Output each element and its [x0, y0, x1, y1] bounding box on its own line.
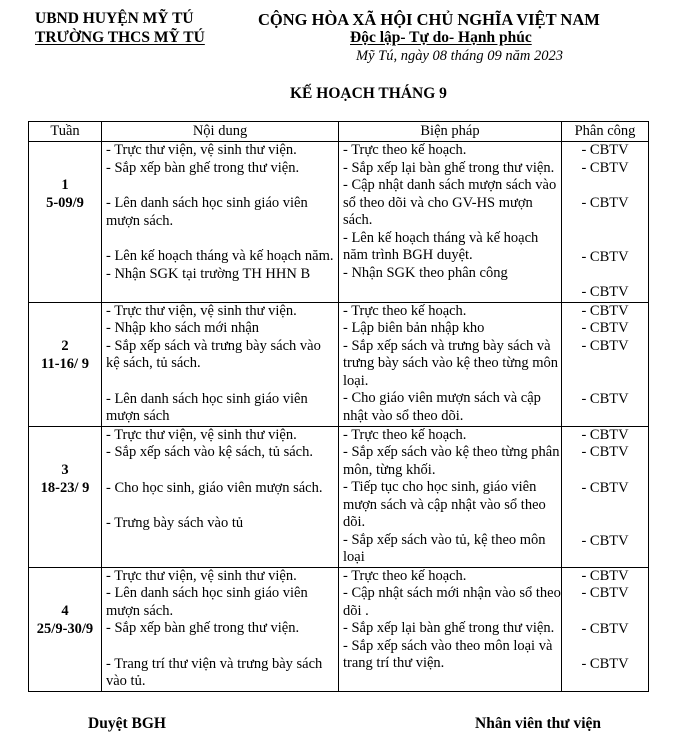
assign-cell	[562, 302, 649, 426]
measure-item: - Cho giáo viên mượn sách và cập nhật vào sổ theo dõi.	[343, 390, 541, 424]
measure-item: - Trực theo kế hoạch.	[343, 302, 467, 319]
assign-item: - CBTV	[581, 195, 629, 211]
national-title: CỘNG HÒA XÃ HỘI CHỦ NGHĨA VIỆT NAM	[258, 10, 600, 29]
school-name	[35, 29, 205, 47]
assign-cell	[562, 567, 649, 691]
measure-item: - Trực theo kế hoạch.	[343, 142, 467, 158]
content-item: - Sắp xếp bàn ghế trong thư viện.	[106, 620, 300, 636]
assign-item: - CBTV	[581, 479, 629, 496]
assign-item: - CBTV	[581, 337, 629, 354]
assign-item: - CBTV	[581, 320, 629, 336]
content-item: - Sắp xếp sách và trưng bày sách vào kệ sách, tủ sách.	[106, 337, 321, 371]
content-item: - Trưng bày sách vào tủ	[106, 515, 244, 531]
measure-item: - Tiếp tục cho học sinh, giáo viên mượn sách và cập nhật vào sổ theo dõi.	[343, 479, 546, 530]
week-number: 2	[61, 337, 69, 354]
organization-name: UBND HUYỆN MỸ TÚ	[35, 10, 194, 27]
content-item: - Nhận SGK tại trường TH HHN B	[106, 265, 311, 282]
week-cell	[29, 302, 102, 426]
approval-signature-label: Duyệt BGH	[88, 715, 166, 732]
assign-item: - CBTV	[581, 302, 629, 319]
content-item: - Sắp xếp bàn ghế trong thư viện.	[106, 159, 300, 176]
table-row	[29, 142, 649, 303]
week-range: 18-23/ 9	[40, 479, 90, 496]
assign-item: - CBTV	[581, 656, 629, 672]
assign-item: - CBTV	[581, 533, 629, 549]
measure-item: - Sắp xếp lại bàn ghế trong thư viện.	[343, 620, 555, 636]
assign-item: - CBTV	[581, 620, 629, 637]
week-cell	[29, 567, 102, 691]
assign-item: - CBTV	[581, 159, 629, 176]
measure-item: - Sắp xếp sách vào tủ, kệ theo môn loại	[343, 531, 546, 565]
column-header-content: Nội dung	[102, 122, 339, 142]
content-item: - Trang trí thư viện và trưng bày sách vào tủ.	[106, 655, 323, 689]
content-cell	[102, 302, 339, 426]
week-range: 25/9-30/9	[36, 620, 94, 637]
column-header-week: Tuần	[29, 122, 102, 142]
measure-item: - Cập nhật danh sách mượn sách vào sổ theo dõi và cho GV-HS mượn sách.	[343, 177, 557, 228]
content-item: - Trực thư viện, vệ sinh thư viện.	[106, 142, 297, 158]
content-item: - Lên kế hoạch tháng và kế hoạch năm.	[106, 248, 334, 264]
column-header-measure: Biện pháp	[339, 122, 562, 142]
table-header-row	[29, 122, 649, 142]
content-item: - Cho học sinh, giáo viên mượn sách.	[106, 479, 323, 496]
measure-cell	[339, 302, 562, 426]
content-cell	[102, 426, 339, 567]
content-item: - Trực thư viện, vệ sinh thư viện.	[106, 426, 297, 443]
measure-item: - Trực theo kế hoạch.	[343, 567, 467, 584]
content-item: - Lên danh sách học sinh giáo viên mượn sách.	[106, 195, 308, 229]
measure-item: - Sắp xếp sách vào kệ theo từng phân môn, từng khối.	[343, 444, 560, 478]
measure-item: - Cập nhật sách mới nhận vào sổ theo dõi .	[343, 585, 561, 619]
week-range: 5-09/9	[46, 195, 84, 211]
school-name-text: TRƯỜNG THCS MỸ TÚ	[35, 29, 205, 46]
content-cell	[102, 567, 339, 691]
measure-item: - Lập biên bản nhập kho	[343, 320, 485, 336]
column-header-assign: Phân công	[562, 122, 649, 142]
measure-item: - Trực theo kế hoạch.	[343, 426, 467, 443]
table-row	[29, 567, 649, 691]
content-item: - Trực thư viện, vệ sinh thư viện.	[106, 567, 297, 584]
assign-item: - CBTV	[581, 284, 629, 300]
measure-item: - Sắp xếp sách vào theo môn loại và trang trí thư viện.	[343, 637, 553, 671]
document-title: KẾ HOẠCH THÁNG 9	[290, 85, 447, 102]
table-row	[29, 302, 649, 426]
measure-item: - Sắp xếp lại bàn ghế trong thư viện.	[343, 159, 555, 176]
measure-item: - Lên kế hoạch tháng và kế hoạch năm trình BGH duyệt.	[343, 229, 539, 263]
assign-item: - CBTV	[581, 248, 629, 265]
assign-item: - CBTV	[581, 444, 629, 460]
table-row	[29, 426, 649, 567]
assign-cell	[562, 426, 649, 567]
week-number: 3	[61, 461, 69, 478]
week-cell	[29, 426, 102, 567]
national-motto: Độc lập- Tự do- Hạnh phúc	[350, 29, 532, 46]
assign-item: - CBTV	[581, 567, 629, 584]
content-cell	[102, 142, 339, 303]
content-item: - Lên danh sách học sinh giáo viên mượn sách.	[106, 585, 308, 619]
week-number: 1	[61, 177, 69, 193]
assign-item: - CBTV	[581, 142, 629, 158]
week-cell	[29, 142, 102, 303]
content-item: - Lên danh sách học sinh giáo viên mượn sách	[106, 390, 308, 424]
week-range: 11-16/ 9	[41, 355, 89, 372]
measure-cell	[339, 426, 562, 567]
content-item: - Sắp xếp sách vào kệ sách, tủ sách.	[106, 444, 313, 460]
measure-item: - Sắp xếp sách và trưng bày sách và trưng bày sách vào kệ theo từng môn loại.	[343, 337, 559, 389]
document-date: Mỹ Tú, ngày 08 tháng 09 năm 2023	[356, 48, 564, 64]
measure-cell	[339, 142, 562, 303]
assign-item: - CBTV	[581, 585, 629, 601]
assign-item: - CBTV	[581, 426, 629, 443]
content-item: - Trực thư viện, vệ sinh thư viện.	[106, 302, 297, 319]
librarian-signature-label: Nhân viên thư viện	[475, 715, 602, 732]
assign-item: - CBTV	[581, 391, 629, 407]
measure-cell	[339, 567, 562, 691]
assign-cell	[562, 142, 649, 303]
week-number: 4	[61, 602, 69, 619]
content-item: - Nhập kho sách mới nhận	[106, 320, 260, 336]
measure-item: - Nhận SGK theo phân công	[343, 264, 508, 281]
plan-table	[28, 121, 649, 692]
